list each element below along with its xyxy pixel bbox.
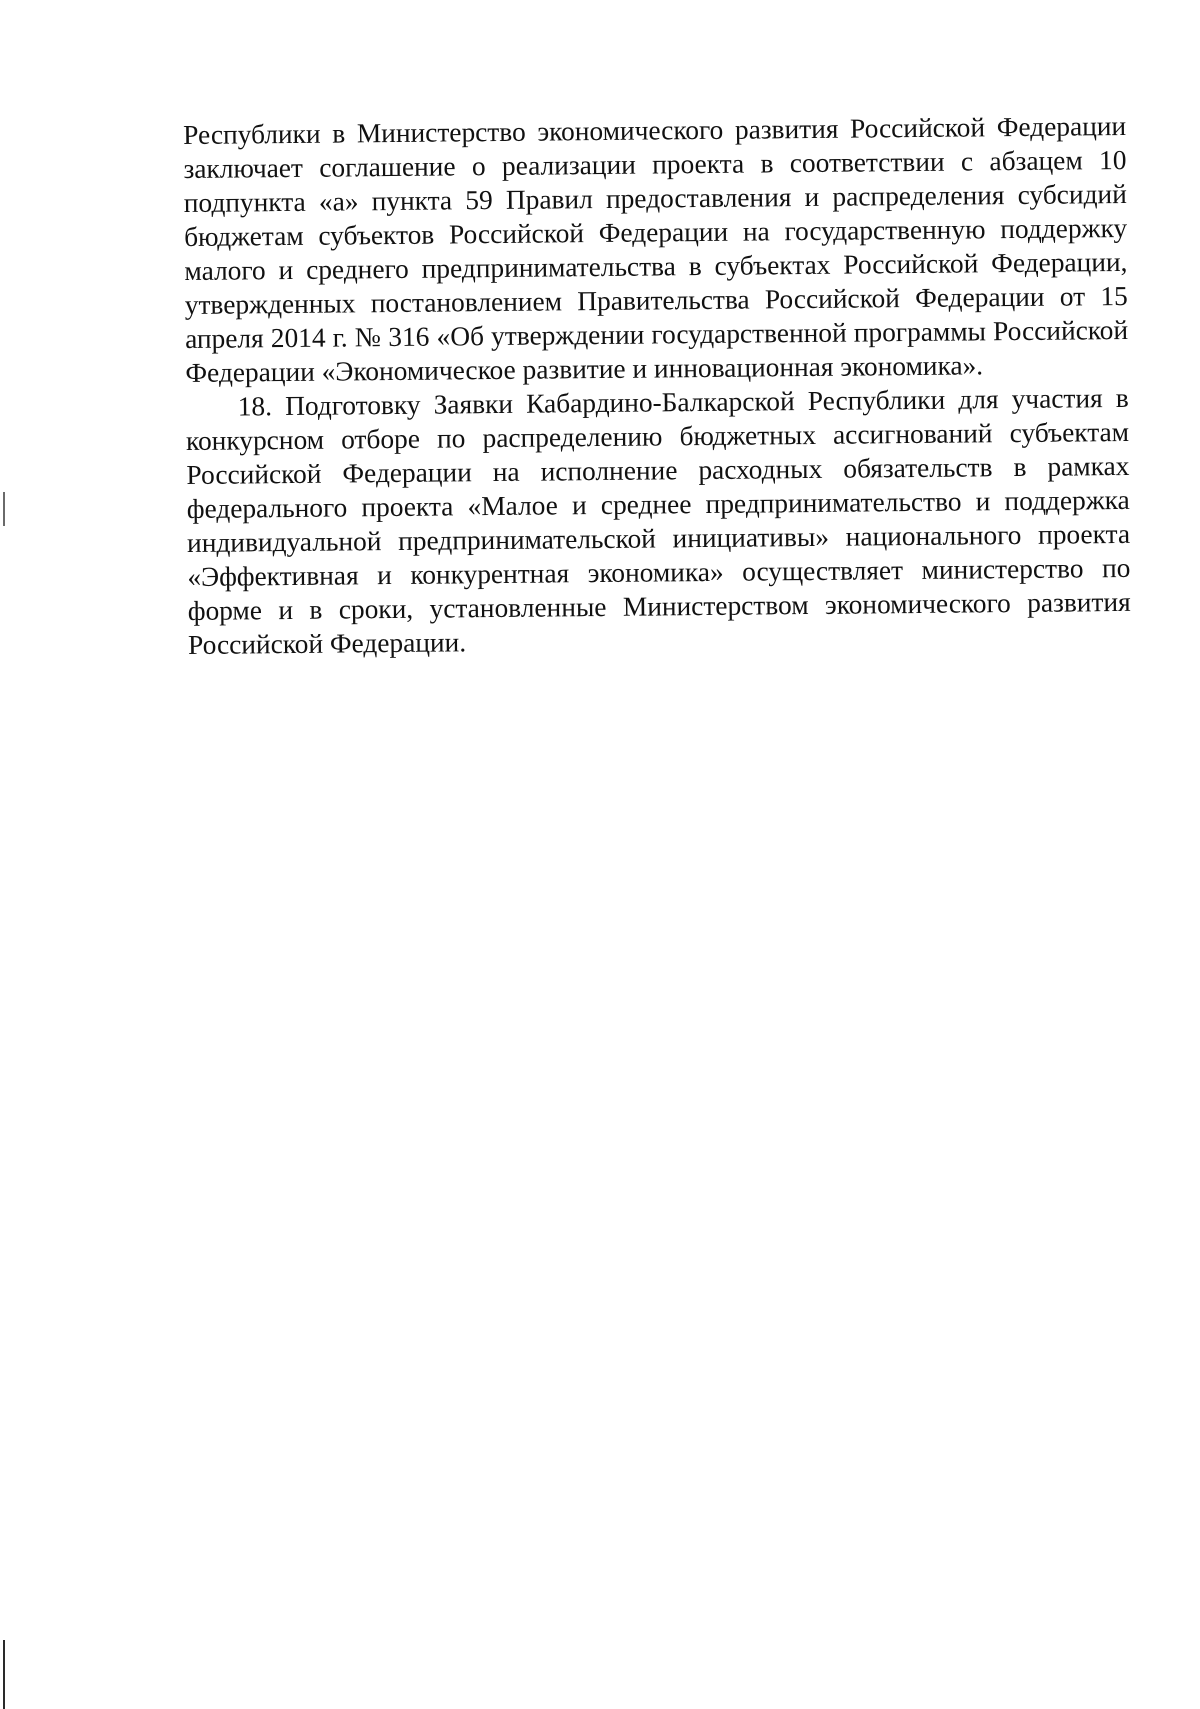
scan-edge-mark bbox=[3, 492, 5, 526]
paragraph-continuation: Республики в Министерство экономического развития Российской Федерации заключает соглашение о реализации проекта в соответствии с абзацем 10 подпункта «а» пункта 59 Правил предоставления и распределения субсидий бюджетам субъектов Российской Федерации на государственную поддержку малого и среднего предпринимательства в субъектах Российской Федерации, утвержденных постановлением Правительства Российской Федерации от 15 апреля 2014 г. № 316 «Об утверждении государственной программы Российской Федерации «Экономическое развитие и инновационная экономика». bbox=[183, 110, 1129, 388]
scan-edge-mark bbox=[3, 1640, 5, 1709]
paragraph-item-18: 18. Подготовку Заявки Кабардино-Балкарской Республики для участия в конкурсном отборе по распределению бюджетных ассигнований субъектам Российской Федерации на исполнение расходных обязательств в рамках федерального проекта «Малое и среднее предпринимательство и поддержка индивидуальной предпринимательской инициативы» национального проекта «Эффективная и конкурентная экономика» осуществляет министерство по форме и в сроки, установленные Министерством экономического развития Российской Федерации. bbox=[185, 382, 1131, 660]
document-body bbox=[183, 109, 1131, 662]
